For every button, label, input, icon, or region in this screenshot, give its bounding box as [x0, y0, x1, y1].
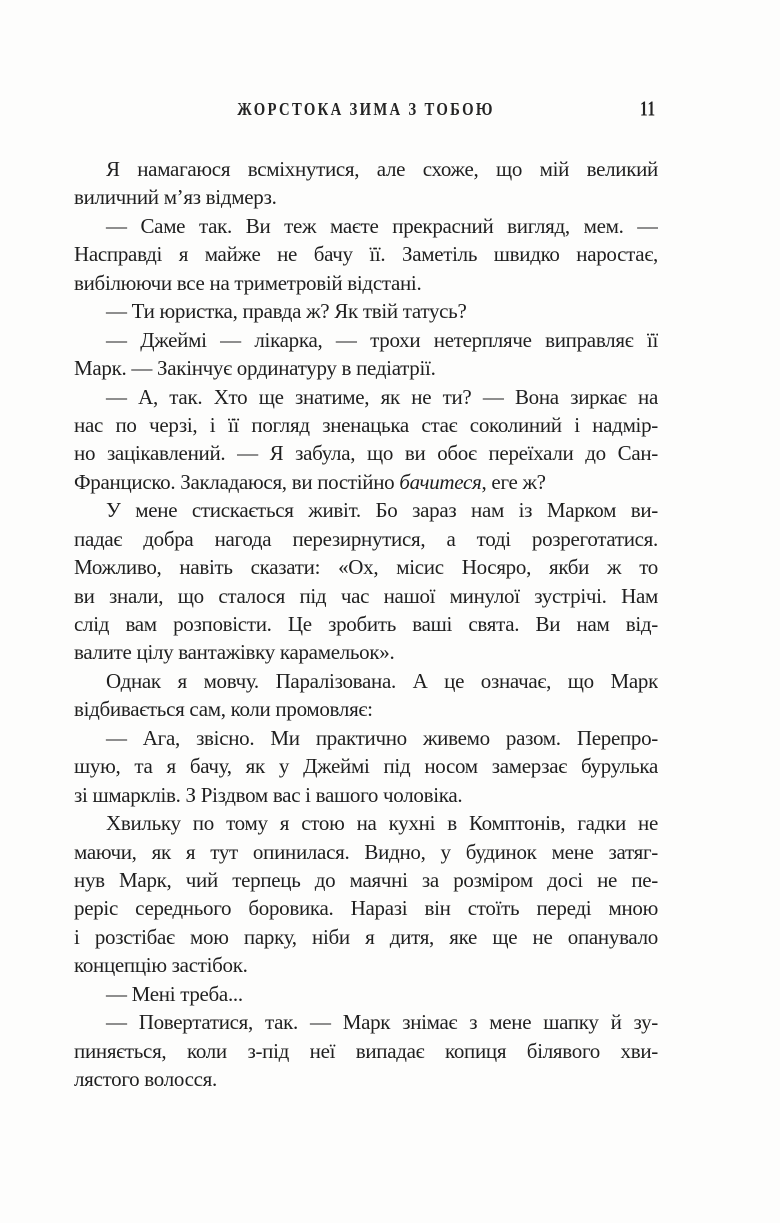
text-segment: Я намагаюся всміхнутися, але схоже, що мій великий [106, 157, 658, 181]
text-segment: падає добра нагода перезирнутися, а тоді розреготатися. [74, 526, 658, 551]
paragraph [74, 980, 658, 1008]
text-segment: — Саме так. Ви теж маєте прекрасний вигляд, мем. — [106, 213, 658, 238]
running-head-title: ЖОРСТОКА ЗИМА З ТОБОЮ [237, 100, 495, 120]
text-segment: — Мені треба... [106, 981, 243, 1006]
paragraph [74, 667, 658, 724]
paragraph [74, 1008, 658, 1093]
text-segment: Можливо, навіть сказати: «Ох, місис Носяро, якби ж то [74, 555, 658, 580]
text-line [74, 439, 658, 467]
text-segment: , еге ж? [481, 469, 546, 494]
text-line [74, 269, 658, 297]
paragraph [74, 809, 658, 980]
text-line [74, 553, 658, 581]
text-line [74, 781, 658, 809]
text-line [74, 638, 658, 666]
paragraph [74, 724, 658, 809]
text-line [74, 667, 658, 695]
text-line [74, 724, 658, 752]
paragraph [74, 326, 658, 383]
text-segment: Хвильку по тому я стою на кухні в Комптонів, гадки не [106, 811, 658, 836]
text-line [74, 326, 658, 354]
running-head [74, 98, 658, 124]
text-segment: — А, так. Хто ще знатиме, як не ти? — Вона зиркає на [106, 384, 658, 409]
italic-text: бачитеся [399, 469, 482, 494]
text-segment: — Ага, звісно. Ми практично живемо разом. Перепро- [106, 725, 658, 750]
text-segment: — Джеймі — лікарка, — трохи нетерпляче виправляє її [106, 327, 658, 352]
text-line [74, 980, 658, 1008]
text-line [74, 894, 658, 922]
text-segment: нас по черзі, і її погляд зненацька стає соколиний і надмір- [74, 412, 658, 437]
text-segment: лястого волосся. [74, 1067, 217, 1091]
text-segment: маючи, як я тут опинилася. Видно, у будинок мене затяг- [74, 839, 658, 864]
text-line [74, 582, 658, 610]
text-segment: слід вам розповісти. Це зробить ваші свята. Ви нам від- [74, 612, 658, 636]
text-segment: пиняється, коли з-під неї випадає копиця білявого хви- [74, 1038, 658, 1063]
page-number: 11 [640, 98, 656, 122]
paragraph [74, 155, 658, 212]
text-line [74, 411, 658, 439]
text-segment: — Ти юристка, правда ж? Як твій татусь? [106, 299, 467, 324]
paragraph [74, 383, 658, 497]
text-line [74, 1065, 658, 1093]
text-line [74, 1037, 658, 1065]
text-line [74, 354, 658, 382]
text-line [74, 240, 658, 268]
text-line [74, 951, 658, 979]
text-line [74, 468, 658, 496]
text-line [74, 297, 658, 325]
text-segment: вибілюючи все на триметровій відстані. [74, 270, 422, 295]
text-segment: і розстібає мою парку, ніби я дитя, яке ще не опанувало [74, 924, 658, 949]
text-line [74, 155, 658, 183]
text-segment: — Повертатися, так. — Марк знімає з мене шапку й зу- [106, 1010, 658, 1035]
text-line [74, 496, 658, 524]
text-line [74, 866, 658, 894]
text-segment: У мене стискається живіт. Бо зараз нам із Марком ви- [106, 498, 658, 523]
text-segment: реріс середнього боровика. Наразі він стоїть переді мною [74, 896, 658, 921]
text-line [74, 752, 658, 780]
text-line [74, 383, 658, 411]
text-segment: відбивається сам, коли промовляє: [74, 697, 373, 722]
text-line [74, 1008, 658, 1036]
text-line [74, 610, 658, 638]
text-segment: но зацікавлений. — Я забула, що ви обоє переїхали до Сан- [74, 441, 658, 466]
paragraph [74, 496, 658, 667]
paragraph [74, 212, 658, 297]
paragraph [74, 297, 658, 325]
text-segment: Марк. — Закінчує ординатуру в педіатрії. [74, 356, 436, 381]
text-segment: шую, та я бачу, як у Джеймі під носом замерзає бурулька [74, 754, 658, 779]
text-segment: Насправді я майже не бачу її. Заметіль швидко наростає, [74, 242, 658, 267]
text-segment: валите цілу вантажівку карамельок». [74, 640, 395, 665]
text-segment: зі шмарклів. З Різдвом вас і вашого чоловіка. [74, 782, 463, 807]
text-line [74, 809, 658, 837]
body-text [74, 155, 658, 1093]
text-segment: концепцію застібок. [74, 953, 248, 978]
text-line [74, 525, 658, 553]
text-segment: нув Марк, чий терпець до маячні за розміром досі не пе- [74, 867, 658, 892]
text-line [74, 212, 658, 240]
text-line [74, 923, 658, 951]
text-line [74, 183, 658, 211]
text-segment: Франциско. Закладаюся, ви постійно [74, 469, 400, 494]
text-line [74, 838, 658, 866]
text-segment: виличний м’яз відмерз. [74, 185, 277, 210]
text-line [74, 695, 658, 723]
text-segment: ви знали, що сталося під час нашої минулої зустрічі. Нам [74, 583, 658, 608]
text-segment: Однак я мовчу. Паралізована. А це означає, що Марк [106, 668, 658, 693]
